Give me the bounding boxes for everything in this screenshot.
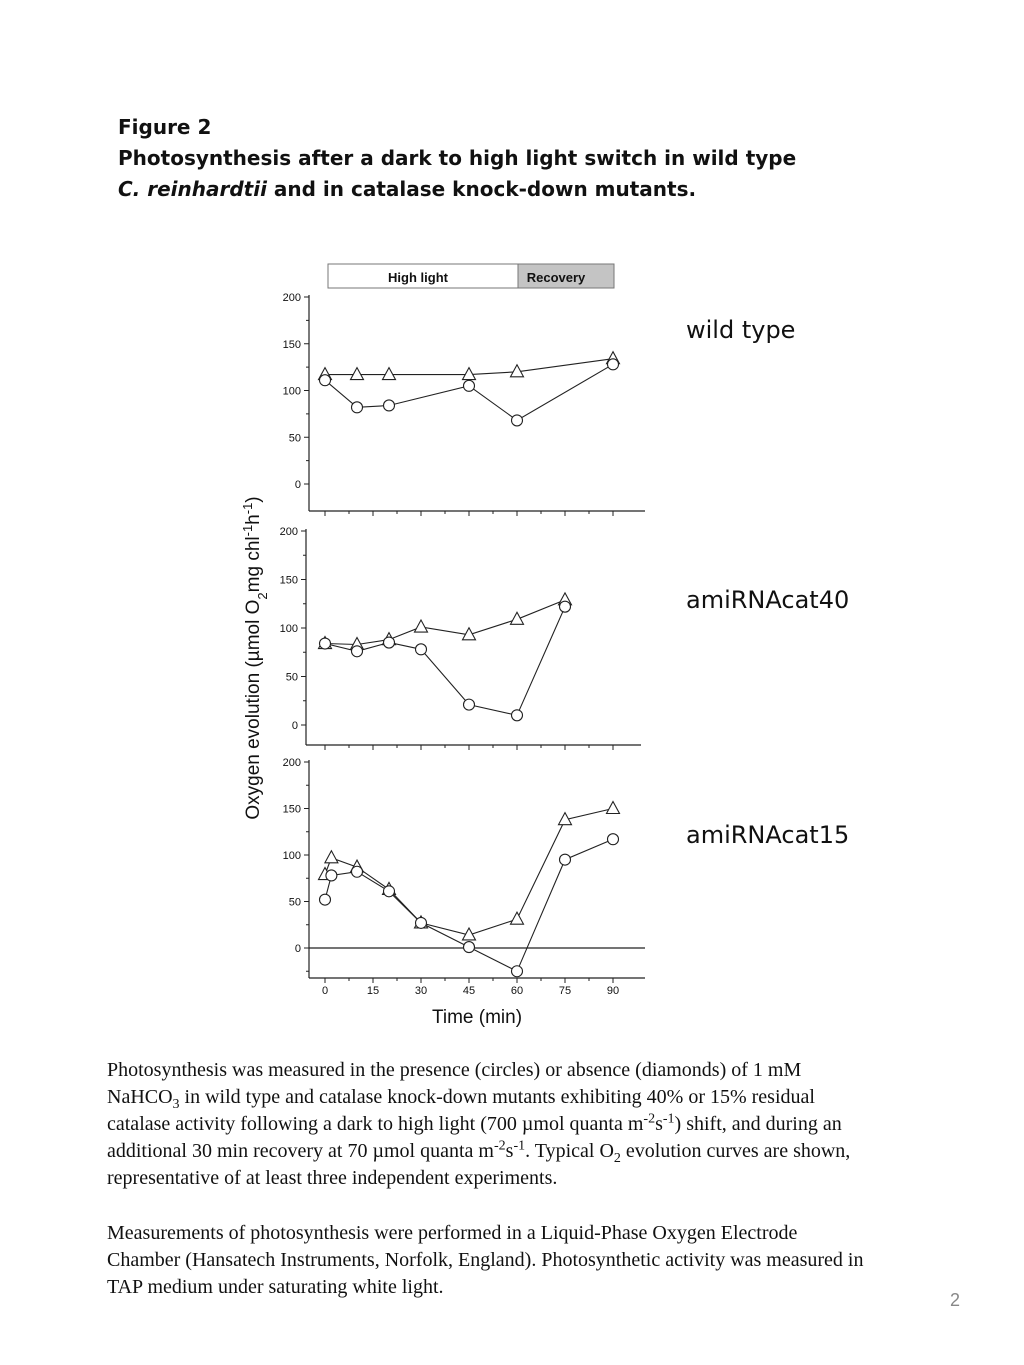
x-axis-label: Time (min) <box>431 1007 523 1028</box>
panel3-y-tick-label: 100 <box>282 850 301 862</box>
panel2-circle-point <box>560 601 571 612</box>
panel2-triangle-point <box>511 612 524 624</box>
caption-sub: 2 <box>613 1151 621 1166</box>
x-tick-label: 0 <box>321 985 329 997</box>
caption-paragraph-2: Measurements of photosynthesis were performed in a Liquid-Phase Oxygen Electrode Chamber (Hansatech Instruments, Norfolk, England). Photosynthetic activity was measured in TAP medium under saturating white light. <box>107 1222 864 1298</box>
panel2-circle-point <box>352 646 363 657</box>
caption-sup: -2 <box>493 1138 506 1154</box>
panel2-y-tick-label: 200 <box>279 526 298 538</box>
panel2-circle-point <box>464 699 475 710</box>
x-tick-label: 15 <box>366 985 380 997</box>
panel1-circle-point <box>512 415 523 426</box>
panel1-y-tick-label: 150 <box>282 338 301 351</box>
panel3-y-tick-label: 150 <box>282 803 301 816</box>
panel2-circle-point <box>384 637 395 648</box>
x-tick-label: 30 <box>414 985 428 997</box>
panel1-circle-point <box>464 380 475 391</box>
panel2-triangle-series-line <box>325 600 565 645</box>
panel1-circle-point <box>320 375 331 386</box>
panel2-y-tick-label: 0 <box>291 720 298 732</box>
panel3-circle-point <box>326 870 337 881</box>
panel3-circle-point <box>512 966 523 977</box>
panel3-circle-point <box>608 834 619 845</box>
panel1-y-tick-label: 50 <box>288 432 301 445</box>
panel3-triangle-point <box>325 851 338 863</box>
page-number: 2 <box>949 1290 960 1310</box>
y-axis-label-part: h <box>243 514 264 525</box>
panel3-y-tick-label: 50 <box>288 896 301 909</box>
panel1-circle-point <box>384 400 395 411</box>
panel3-triangle-point <box>511 912 524 924</box>
figure-label: Figure 2 <box>118 115 212 139</box>
panel2-circle-series-line <box>325 607 565 716</box>
panel3-y-tick-label: 200 <box>282 757 301 769</box>
y-axis-label-part: Oxygen evolution (µmol O <box>243 599 264 820</box>
title-rest: and in catalase knock-down mutants. <box>266 177 697 201</box>
panel3-circle-point <box>320 894 331 905</box>
x-tick-label: 60 <box>510 985 524 997</box>
panel3-circle-point <box>384 886 395 897</box>
panel1-circle-point <box>608 359 619 370</box>
panel-label-amirnacat15: amiRNAcat15 <box>686 821 850 849</box>
caption-sup: -1 <box>513 1138 526 1154</box>
panel3-circle-point <box>560 854 571 865</box>
panel1-triangle-point <box>463 368 476 380</box>
y-axis-label-part: ) <box>243 496 264 503</box>
x-tick-label: 75 <box>558 985 572 997</box>
panel2-y-tick-label: 100 <box>279 623 298 635</box>
panel1-triangle-point <box>351 368 364 380</box>
panel1-circle-point <box>352 402 363 413</box>
panel-label-wild-type: wild type <box>686 316 796 344</box>
panel1-y-tick-label: 100 <box>282 385 301 398</box>
species-name: C. reinhardtii <box>118 177 267 201</box>
panel2-circle-point <box>512 710 523 721</box>
panel-label-amirnacat40: amiRNAcat40 <box>686 586 850 614</box>
caption-sup: -1 <box>662 1111 675 1127</box>
panel3-circle-point <box>416 917 427 928</box>
caption-paragraph-1: Photosynthesis was measured in the presence (circles) or absence (diamonds) of 1 mM NaHCO$_3$ in wild type and catalase knock-down mutants exhibiting 40% or 15% residual catalase activity following a dark to high light (700 µmol quanta $m^{-2}s^{-1}$) shift, and during an additional 30 min recovery at 70 µmol quanta $m^{-2}s^{-1}$. Typical $O_2$ evolution curves are shown, representative of at least three independent experiments. <box>107 1059 851 1189</box>
panel3-circle-point <box>352 866 363 877</box>
panel2-circle-point <box>416 644 427 655</box>
y-axis-label-part: mg chl <box>243 536 264 593</box>
y-axis-label <box>240 496 270 819</box>
y-axis-label-part: 2 <box>254 592 270 600</box>
panel3-y-tick-label: 0 <box>294 943 301 955</box>
panel3-triangle-point <box>607 802 620 814</box>
high-light-label: High light <box>388 270 448 285</box>
y-axis-label-part: -1 <box>239 524 255 537</box>
panel1-triangle-point <box>383 368 396 380</box>
panel2-circle-point <box>320 638 331 649</box>
panel2-y-tick-label: 50 <box>285 671 298 684</box>
panel1-y-tick-label: 200 <box>282 292 301 304</box>
panel2-y-tick-label: 150 <box>279 574 298 587</box>
panel1-y-tick-label: 0 <box>294 479 301 491</box>
caption-sub: 3 <box>172 1097 180 1112</box>
y-axis-label-part: -1 <box>239 502 255 515</box>
x-tick-label: 90 <box>606 985 620 997</box>
panel3-circle-point <box>464 942 475 953</box>
figure-title-line1: Photosynthesis after a dark to high light switch in wild type <box>118 146 797 170</box>
recovery-label: Recovery <box>526 270 586 285</box>
panel2-triangle-point <box>415 620 428 632</box>
x-tick-label: 45 <box>462 985 476 997</box>
panel3-triangle-series-line <box>325 809 613 936</box>
caption-sup: -2 <box>643 1111 656 1127</box>
